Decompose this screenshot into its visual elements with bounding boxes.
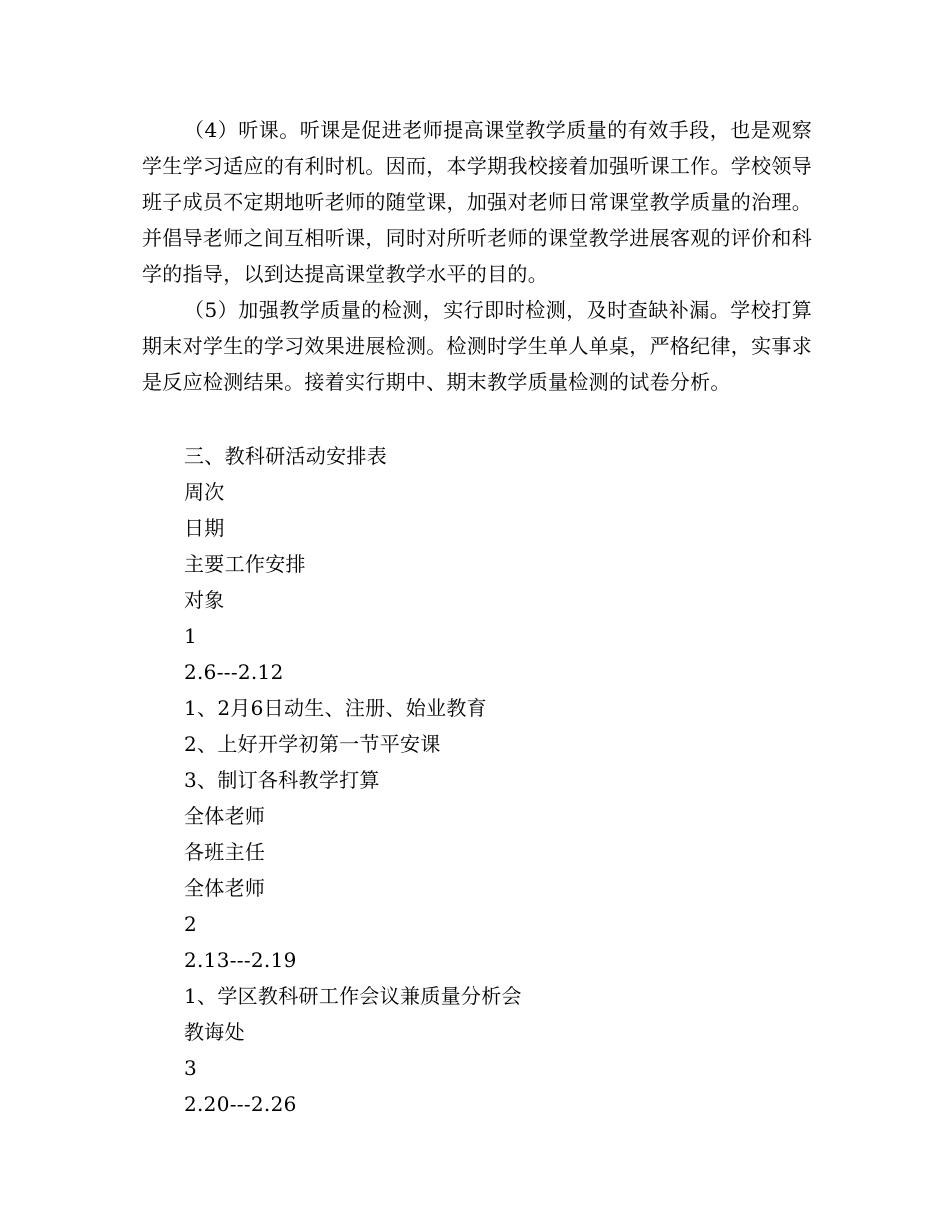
table-cell-work-item: 1、2月6日动生、注册、始业教育 bbox=[184, 696, 487, 720]
table-header-main-work: 主要工作安排 bbox=[184, 552, 306, 576]
paragraph-listening-class: （4）听课。听课是促进老师提高课堂教学质量的有效手段，也是观察学生学习适应的有利时机。因而，本学期我校接着加强听课工作。学校领导班子成员不定期地听老师的随堂课，加强对老师日常课堂教学质量的治理。并倡导老师之间互相听课，同时对所听老师的课堂教学进展客观的评价和科学的指导，以到达提高课堂教学水平的目的。 bbox=[142, 118, 812, 286]
table-cell-week: 2 bbox=[184, 912, 198, 936]
paragraph-quality-testing: （5）加强教学质量的检测，实行即时检测，及时查缺补漏。学校打算期末对学生的学习效果进展检测。检测时学生单人单桌，严格纪律，实事求是反应检测结果。接着实行期中、期末教学质量检测的试卷分析。 bbox=[142, 298, 812, 394]
table-cell-work-item: 1、学区教科研工作会议兼质量分析会 bbox=[184, 984, 522, 1008]
table-cell-target: 各班主任 bbox=[184, 840, 266, 864]
table-cell-date: 2.6---2.12 bbox=[184, 660, 284, 684]
section-title: 三、教科研活动安排表 bbox=[184, 444, 387, 468]
table-cell-work-item: 3、制订各科教学打算 bbox=[184, 768, 380, 792]
table-header-week: 周次 bbox=[184, 480, 225, 504]
table-cell-week: 1 bbox=[184, 624, 198, 648]
table-cell-target: 全体老师 bbox=[184, 804, 266, 828]
table-header-date: 日期 bbox=[184, 516, 225, 540]
table-cell-week: 3 bbox=[184, 1056, 198, 1080]
table-cell-date: 2.13---2.19 bbox=[184, 948, 297, 972]
table-cell-target: 全体老师 bbox=[184, 876, 266, 900]
table-cell-work-item: 2、上好开学初第一节平安课 bbox=[184, 732, 441, 756]
table-header-target: 对象 bbox=[184, 588, 225, 612]
table-cell-target: 教诲处 bbox=[184, 1020, 245, 1044]
table-cell-date: 2.20---2.26 bbox=[184, 1092, 297, 1116]
